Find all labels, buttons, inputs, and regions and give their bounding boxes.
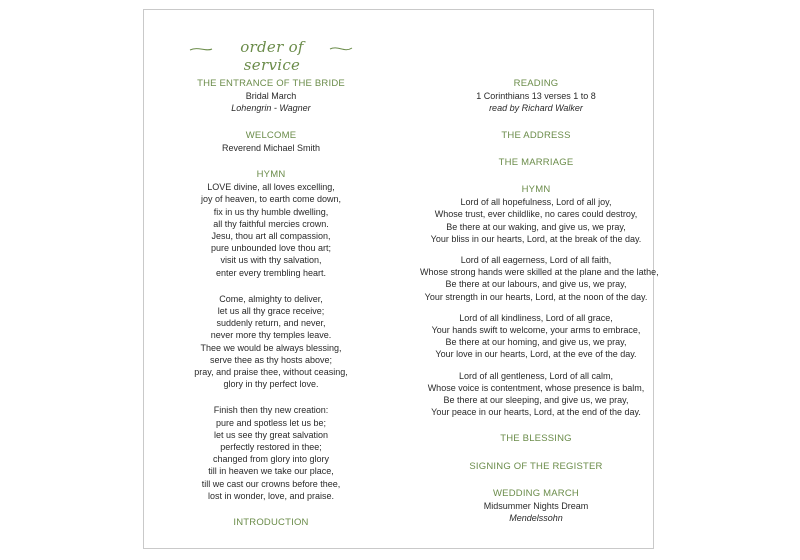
verse-line: let us all thy grace receive;: [217, 306, 325, 317]
verse-line: Jesu, thou art all compassion,: [211, 231, 331, 242]
section-title-welcome: WELCOME: [245, 129, 297, 141]
verse-line: visit us with thy salvation,: [220, 255, 322, 266]
section-title-hymn: HYMN: [256, 169, 286, 181]
hymn2-verse-4: [420, 370, 652, 419]
verse-line: joy of heaven, to earth come down,: [200, 194, 342, 205]
verse-line: Your strength in our hearts, Lord, at the noon of the day.: [424, 291, 648, 302]
page-title: order of service: [240, 38, 304, 74]
verse-line: pray, and praise thee, without ceasing,: [194, 367, 348, 378]
hymn2-verse-3: [420, 312, 652, 361]
verse-line: Lord of all eagerness, Lord of all faith,: [460, 255, 612, 266]
verse-line: serve thee as thy hosts above;: [209, 354, 333, 365]
verse-line: Whose voice is contentment, whose presence is balm,: [427, 382, 645, 393]
section-title-blessing: THE BLESSING: [500, 433, 572, 445]
verse-line: Lord of all kindliness, Lord of all grace,: [459, 312, 613, 323]
verse-line: Finish then thy new creation:: [213, 405, 329, 416]
verse-line: till in heaven we take our place,: [208, 466, 334, 477]
reading-line: 1 Corinthians 13 verses 1 to 8: [476, 91, 596, 102]
hymn2-verse-2: [420, 254, 659, 303]
hymn-verse-2: [180, 293, 362, 391]
verse-line: perfectly restored in thee;: [220, 442, 322, 453]
entrance-line: Bridal March: [245, 91, 297, 102]
wedding-march-composer: Mendelssohn: [509, 513, 563, 524]
verse-line: LOVE divine, all loves excelling,: [207, 182, 335, 193]
verse-line: Be there at our waking, and give us, we pray,: [446, 221, 626, 232]
verse-line: fix in us thy humble dwelling,: [213, 206, 329, 217]
verse-line: suddenly return, and never,: [216, 318, 326, 329]
right-column: [420, 78, 659, 524]
verse-line: glory in thy perfect love.: [223, 379, 319, 390]
verse-line: pure unbounded love thou art;: [210, 243, 332, 254]
hymn2-verse-1: [420, 196, 652, 245]
section-title-wedding-march: WEDDING MARCH: [493, 487, 579, 499]
verse-line: pure and spotless let us be;: [215, 417, 327, 428]
section-title-hymn-2: HYMN: [521, 184, 551, 196]
welcome-line: Reverend Michael Smith: [221, 142, 321, 153]
verse-line: Whose trust, ever childlike, no cares could destroy,: [434, 209, 638, 220]
verse-line: never more thy temples leave.: [210, 330, 332, 341]
verse-line: Be there at our labours, and give us, we pray,: [445, 279, 627, 290]
verse-line: Be there at our homing, and give us, we pray,: [445, 337, 627, 348]
section-title-introduction: INTRODUCTION: [233, 517, 309, 529]
verse-line: changed from glory into glory: [212, 454, 330, 465]
verse-line: till we cast our crowns before thee,: [201, 478, 341, 489]
entrance-composer: Lohengrin - Wagner: [231, 103, 311, 114]
section-title-register: SIGNING OF THE REGISTER: [469, 460, 603, 472]
section-title-entrance: THE ENTRANCE OF THE BRIDE: [197, 78, 345, 89]
verse-line: Be there at our sleeping, and give us, we pray,: [443, 395, 629, 406]
verse-line: lost in wonder, love, and praise.: [207, 490, 335, 501]
left-column: [180, 78, 362, 529]
verse-line: Your love in our hearts, Lord, at the eve of the day.: [435, 349, 637, 360]
hymn-verse-1: [180, 181, 362, 279]
section-title-address: THE ADDRESS: [501, 129, 571, 141]
verse-line: Come, almighty to deliver,: [219, 293, 323, 304]
verse-line: Thee we would be always blessing,: [200, 342, 342, 353]
hymn-verse-3: [180, 404, 362, 502]
verse-line: Lord of all hopefulness, Lord of all joy,: [460, 197, 612, 208]
verse-line: Your bliss in our hearts, Lord, at the break of the day.: [430, 233, 642, 244]
verse-line: Your peace in our hearts, Lord, at the end of the day.: [431, 407, 641, 418]
wedding-march-line: Midsummer Nights Dream: [483, 501, 589, 512]
reading-reader: read by Richard Walker: [489, 103, 583, 114]
section-title-marriage: THE MARRIAGE: [498, 156, 574, 168]
verse-line: Your hands swift to welcome, your arms to embrace,: [431, 325, 641, 336]
section-title-reading: READING: [513, 78, 559, 89]
verse-line: enter every trembling heart.: [215, 267, 327, 278]
verse-line: let us see thy great salvation: [213, 429, 329, 440]
verse-line: all thy faithful mercies crown.: [213, 218, 329, 229]
verse-line: Lord of all gentleness, Lord of all calm,: [458, 370, 614, 381]
verse-line: Whose strong hands were skilled at the plane and the lathe,: [420, 267, 659, 278]
